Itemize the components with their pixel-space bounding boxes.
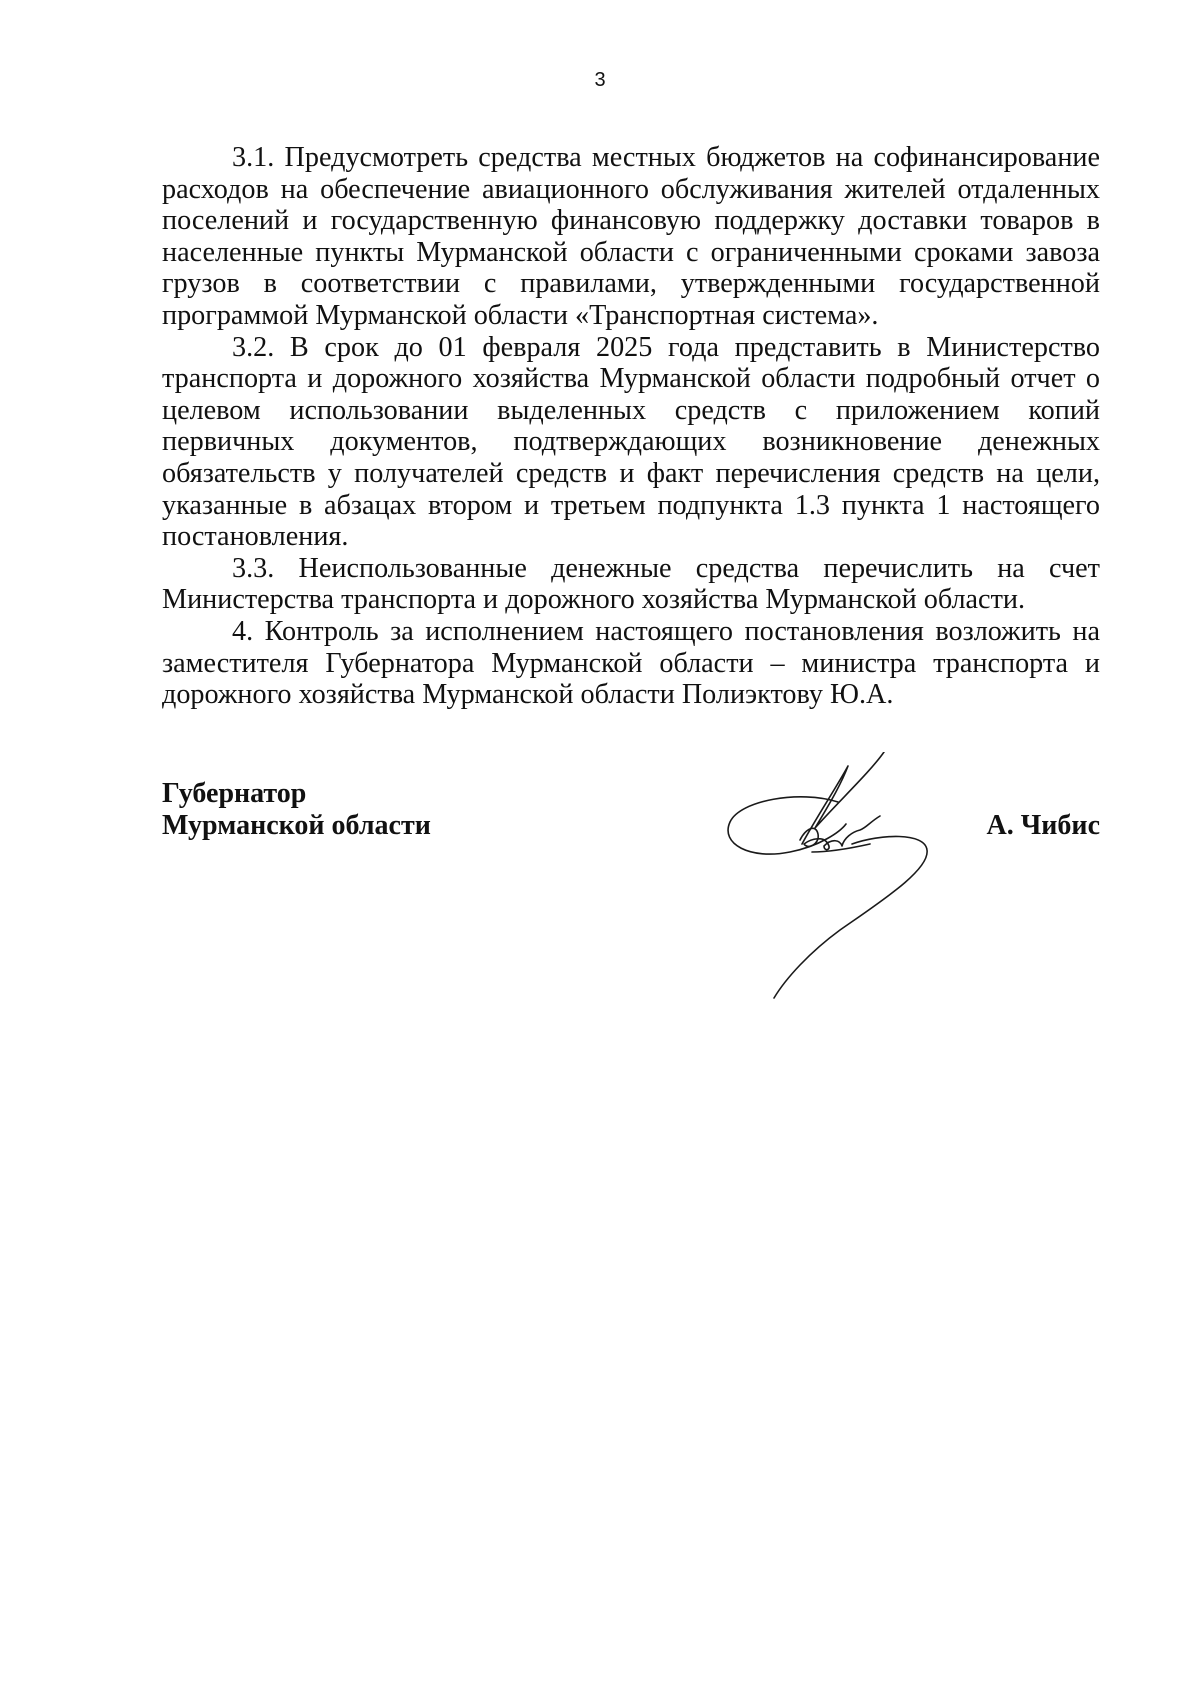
handwritten-signature-icon [720,752,950,1002]
signatory-title [162,778,431,842]
signatory-title-line1: Губернатор [162,778,307,809]
paragraph-3-1: 3.1. Предусмотреть средства местных бюджетов на софинансирование расходов на обеспечение авиационного обслуживания жителей отдаленных поселений и государственную финансовую поддержку доставки товаров в населенные пункты Мурманской области с ограниченными сроками завоза грузов в соответствии с правилами, утвержденными государственной программой Мурманской области «Транспортная система». [162,142,1100,331]
paragraph-4: 4. Контроль за исполнением настоящего постановления возложить на заместителя Губернатора Мурманской области – министра транспорта и дорожного хозяйства Мурманской области Полиэктову Ю.А. [162,615,1100,711]
page-number: 3 [594,69,606,91]
document-body [162,142,1100,711]
signature-block [162,778,1100,978]
paragraph-3-2: 3.2. В срок до 01 февраля 2025 года представить в Министерство транспорта и дорожного хозяйства Мурманской области подробный отчет о целевом использовании выделенных средств с приложением копий первичных документов, подтверждающих возникновение денежных обязательств у получателей средств и факт перечисления средств на цели, указанные в абзацах втором и третьем подпункта 1.3 пункта 1 настоящего постановления. [162,331,1100,553]
paragraph-3-3: 3.3. Неиспользованные денежные средства перечислить на счет Министерства транспорта и дорожного хозяйства Мурманской области. [162,552,1100,616]
signatory-name: А. Чибис [986,810,1100,841]
signatory-title-line2: Мурманской области [162,810,431,841]
